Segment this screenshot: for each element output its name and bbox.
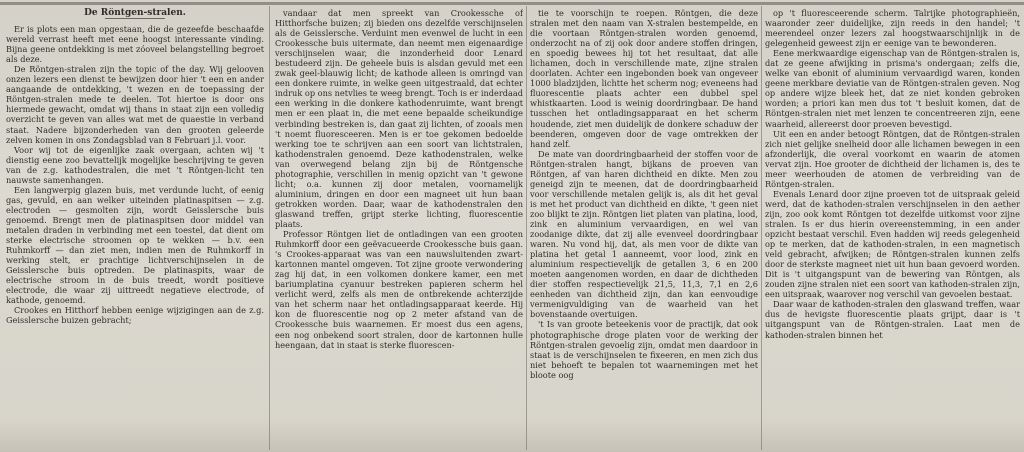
column-separator (269, 6, 270, 450)
paragraph: De Röntgen-stralen zijn the topic of the day. Wij gelooven onzen lezers een dienst te bewijzen door hier 't een en ander aangaande de ontdekking, 't wezen en de toepassing der Röntgen-stralen mede te deelen. Tot hiertoe is door ons hiermede gewacht, omdat wij thans in staat zijn een volledig overzicht te geven van alles wat met de quaestie in verband staat. Nadere bijzonderheden van den grooten geleerde zelven komen in ons Zondagsblad van 8 Februari j.l. voor. (6, 64, 264, 145)
column-3 (530, 8, 758, 448)
paragraph: Crookes en Hitthorf hebben eenige wijzigingen aan de z.g. Geisslersche buizen gebracht; (6, 305, 264, 326)
column-1 (6, 8, 264, 448)
paragraph: Een langwerpig glazen buis, met verdunde lucht, of eenig gas, gevuld, en aan welker uiteinden platinaspitsen — z.g. electroden — gesmolten zijn, wordt Geisslersche buis genoemd. Brengt men de platinaspitsen door middel van metalen draden in verbinding met een toestel, dat dient om sterke electrische stroomen op te wekken — b.v. een Ruhmkorff — dan ziet men, indien men de Ruhmkorff in werking stelt, er prachtige lichtverschijnselen in de Geisslersche buis optreden. De platinaspits, waar de electrische stroom in de buis treedt, wordt positieve electrode, die waar zij uittreedt negatieve electrode, of kathode, genoemd. (6, 184, 264, 306)
paragraph: vandaar dat men spreekt van Crookessche of Hitthorfsche buizen; zij bieden ons dezelfde verschijnselen als de Geisslersche. Verduint men evenwel de lucht in een Crookessche buis uitermate, dan neemt men eigenaardige verschijnselen waar, die inzonderheid door Lenard bestudeerd zijn. De geheele buis is alsdan gevuld met een zwak geel-blauwig licht; de kathode alleen is omringd van een donkere ruimte, in welke geen uitgestraald, dat echter indruk op ons netvlies te weeg brengt. Toch is er inderdaad een werking in die donkere kathodenruimte, want brengt men er een plaat in, die met eene bepaalde scheikundige verbinding bestreken is, dan gaat zij lichten, of zooals men 't noemt fluoresceeren. Men is er toe gekomen bedoelde werking toe te schrijven aan een soort van lichtstralen, kathodenstralen genoemd. Deze kathodenstralen, welke van overwegend belang zijn bij de Röntgensche photographie, verschillen in menig opzicht van 't gewone licht; o.a. kunnen zij door metalen, voornamelijk aluminium, dringen en door een magneet uit hun baan getrokken worden. Daar, waar de kathodenstralen den glaswand treffen, grijpt sterke lichting, fluorescentie plaats. (275, 8, 523, 229)
paragraph: 't Is van groote beteekenis voor de practijk, dat ook photographische droge platen voor de werking der Röntgen-stralen gevoelig zijn, omdat men daardoor in staat is de verschijnselen te fixeeren, en men zich dus niet behoeft te bepalen tot waarnemingen met het bloote oog (530, 319, 758, 380)
paragraph: Er is plots een man opgestaan, die de gezeefde beschaafde wereld verrast heeft met eene hoogst interessante vinding. Bijna geene ontdekking is met zóoveel belangstelling begroet als deze. (6, 24, 264, 65)
column-separator (761, 6, 762, 450)
paragraph: op 't fluoresceerende scherm. Talrijke photographieën, waaronder zeer duidelijke, zijn reeds in den handel; 't meerendeel onzer lezers zal hoogstwaarschijnlijk in de gelegenheid geweest zijn er eenige van te bewonderen. (765, 8, 1020, 49)
paragraph: Uit een en ander betoogt Röntgen, dat de Röntgen-stralen zich niet gelijke snelheid door alle lichamen bewegen in een afzonderlijk, die overal voorkomt en waarin de atomen vervat zijn. Hoe grooter de dichtheid der lichamen is, des te meer weerhouden de atomen de verbreiding van de Röntgen-stralen. (765, 128, 1020, 189)
paragraph: Daar waar de kathoden-stralen den glaswand treffen, waar dus de hevigste fluorescentie plaats grijpt, daar is 't uitgangspunt van de Röntgen-stralen. Laat men de kathoden-stralen binnen het (765, 299, 1020, 340)
paragraph: Voor wij tot de eigenlijke zaak overgaan, achten wij 't dienstig eene zoo bevattelijk mogelijke beschrijving te geven van de z.g. kathodestralen, die met 't Röntgen-licht ten nauwste samenhangen. (6, 144, 264, 185)
top-rule (0, 2, 1024, 5)
paragraph: Eene merkwaardige eigenschap van de Röntgen-stralen is, dat ze geene afwijking in prisma's ondergaan; zelfs die, welke van ebonit of aluminium vervaardigd waren, konden geene merkbare deviatie van de Röntgen-stralen geven. Nog op andere wijze bleek het, dat ze niet konden gebroken worden; a priori kan men dus tot 't besluit komen, dat de Röntgen-stralen niet met lenzen te concentreeren zijn, eene waarheid, allereerst door proeven bevestigd. (765, 48, 1020, 129)
article-title: De Röntgen-stralen. (84, 8, 186, 18)
paragraph: Professor Röntgen liet de ontladingen van een grooten Ruhmkorff door een geëvacueerde Crookessche buis gaan. 's Crookes-apparaat was van een nauwsluitenden zwart-kartonnen mantel omgeven. Tot zijne groote verwondering zag hij dat, in een volkomen donkere kamer, een met bariumplatina cyanuur bestreken papieren scherm hel verlicht werd, zelfs als men de ontbrekende achterzijde van het scherm naar het ontladingsapparaat keerde. Hij kon de fluorescentie nog op 2 meter afstand van de Crookessche buis waarnemen. Er moest dus een agens, een nog onbekend soort stralen, door de kartonnen hulle heengaan, dat in staat is sterke fluorescen- (275, 229, 523, 350)
column-4 (765, 8, 1020, 448)
column-separator (526, 6, 527, 450)
column-2 (275, 8, 523, 448)
paragraph: tie te voorschijn te roepen. Röntgen, die deze stralen met den naam van X-stralen bestempelde, en die voortaan Röntgen-stralen worden genoemd, onderzocht na of zij ook door andere stoffen dringen, en spoedig bewees hij tot het resultaat, dat alle lichamen, doch in verschillende mate, zijne stralen doorlaten. Achter een ingebonden boek van ongeveer 1000 bladzijden, lichtte het scherm nog; eveneens had fluorescentie plaats achter een dubbel spel whistkaarten. Lood is weinig doordringbaar. De hand tusschen het ontladingsapparaat en het scherm houdende, ziet men duidelijk de donkere schaduw der beenderen, omgeven door de vage omtrekken der hand zelf. (530, 8, 758, 149)
paragraph: De mate van doordringbaarheid der stoffen voor de Röntgen-stralen hangt, bijkans de proeven van Röntgen, af van haren dichtheid en dikte. Men zou geneigd zijn te meenen, dat de doordringbaarheid voor verschillende metalen gelijk is, als dit het geval is met het product van dichtheid en dikte, 't geen niet zoo blijkt te zijn. Röntgen liet platen van platina, lood, zink en aluminium vervaardigen, en wel van zoodanige dikte, dat zij alle evenveel doordringbaar waren. Nu vond hij, dat, als men voor de dikte van platina het getal 1 aanneemt, voor lood, zink en aluminium respectievelijk de getallen 3, 6 en 200 moeten aangenomen worden, en daar de dichtheden dier stoffen respectievelijk 21,5, 11,3, 7,1 en 2,6 eenheden van dichtheid zijn, dan kan eenvoudige vermenigvuldiging van de waarheid van het bovenstaande overtuigen. (530, 148, 758, 320)
title-rule (105, 18, 165, 19)
paragraph: Evenals Lenard door zijne proeven tot de uitspraak geleid werd, dat de kathoden-stralen verschijnselen in den aether zijn, zoo ook komt Röntgen tot dezelfde uitkomst voor zijne stralen. Is er dus hierin overeenstemming, in een ander opzicht bestaat verschil. Even hadden wij reeds gelegenheid op te merken, dat de kathoden-stralen, in een magnetisch veld gebracht, afwijken; de Röntgen-stralen kunnen zelfs door de sterkste magneet niet uit hun baan gevoerd worden. Dit is 't uitgangspunt van de bewering van Röntgen, als zouden zijne stralen niet een soort van kathoden-stralen zijn, een uitspraak, waarover nog verschil van gevoelen bestaat. (765, 188, 1020, 300)
